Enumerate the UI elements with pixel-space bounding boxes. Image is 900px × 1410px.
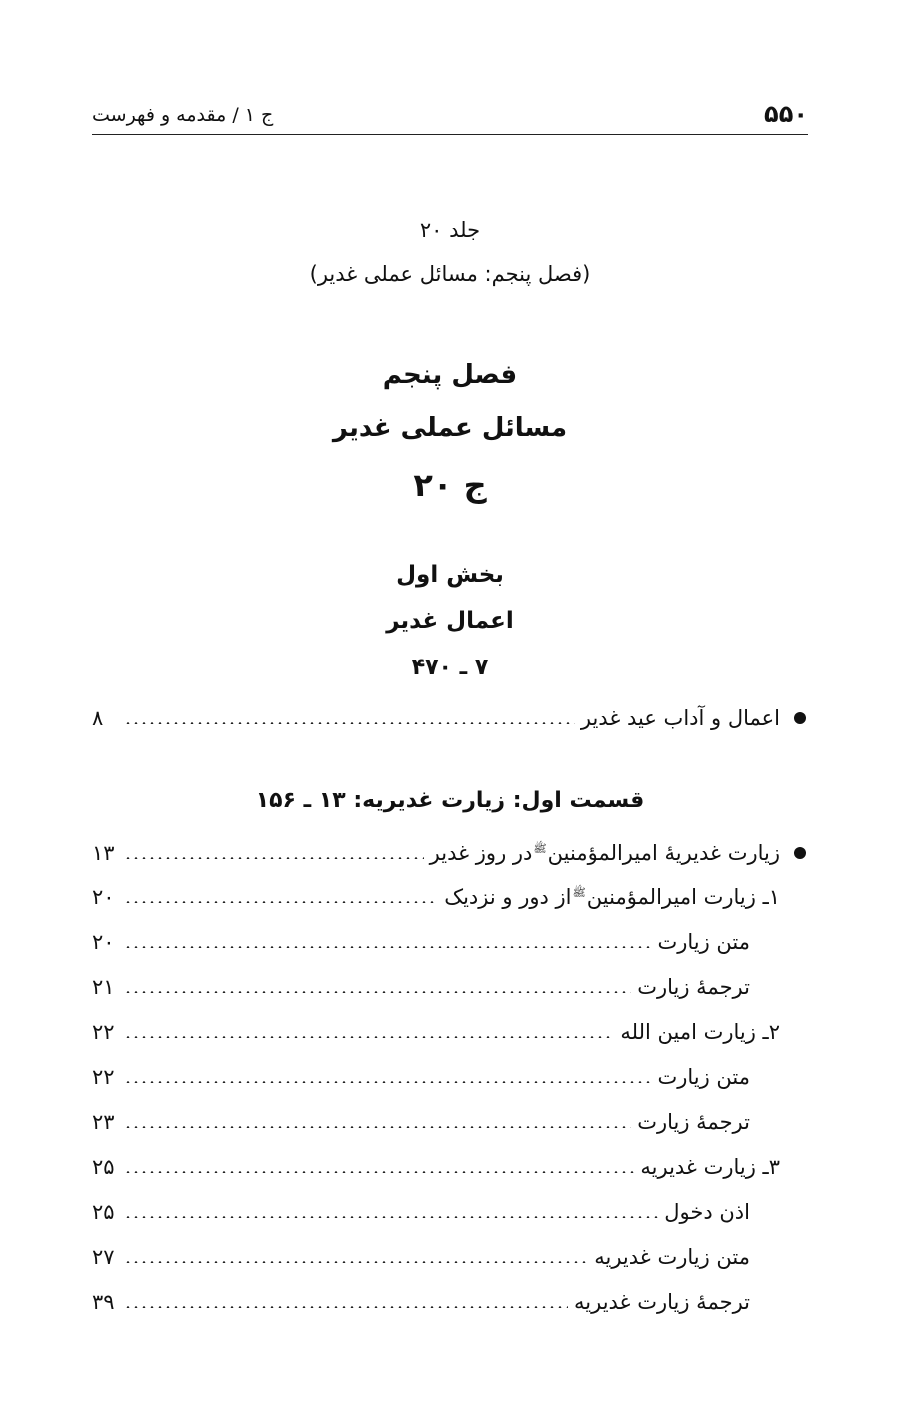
toc-entry-page: ۲۰ <box>92 930 115 954</box>
honorific-glyph: ﷺ <box>533 842 547 855</box>
toc-entry-page: ۲۲ <box>92 1020 115 1044</box>
toc-entry[interactable] <box>92 1060 750 1094</box>
toc-entry-page: ۲۵ <box>92 1200 115 1224</box>
toc-entry[interactable] <box>92 970 750 1004</box>
toc-entry-title-part: در روز غدیر <box>429 841 533 865</box>
toc-entry-title: اذن دخول <box>664 1200 750 1224</box>
toc-entry[interactable] <box>92 1105 750 1139</box>
toc-entry-page: ۲۰ <box>92 885 115 909</box>
section-subtitle: اعمال غدیر <box>386 608 514 634</box>
leader-dots <box>124 1306 568 1308</box>
toc-entry-title <box>430 841 780 865</box>
toc-entry-page: ۲۵ <box>92 1155 115 1179</box>
running-title: ج ۱ / مقدمه و فهرست <box>92 104 274 126</box>
toc-entry-title: متن زیارت <box>657 1065 750 1089</box>
toc-entry[interactable] <box>92 880 780 914</box>
leader-dots <box>124 1126 631 1128</box>
volume-label: جلد ۲۰ <box>419 218 481 242</box>
toc-entry-title: متن زیارت <box>657 930 750 954</box>
leader-dots <box>124 901 438 903</box>
toc-entry-title: ترجمهٔ زیارت <box>637 975 750 999</box>
leader-dots <box>124 1216 658 1218</box>
toc-entry-title: ۲ـ زیارت امین الله <box>620 1020 780 1044</box>
bullet-icon <box>792 845 808 861</box>
toc-entry-page: ۳۹ <box>92 1290 115 1314</box>
page-number: ۵۵۰ <box>764 100 808 128</box>
toc-entry[interactable] <box>92 1285 750 1319</box>
toc-entry-title-part: زیارت غدیریهٔ امیرالمؤمنین <box>547 841 780 865</box>
toc-entry[interactable] <box>92 1195 750 1229</box>
toc-entry-page: ۸ <box>92 706 104 730</box>
toc-entry-title: متن زیارت غدیریه <box>594 1245 750 1269</box>
toc-entry-page: ۲۲ <box>92 1065 115 1089</box>
toc-entry-page: ۲۳ <box>92 1110 115 1134</box>
leader-dots <box>124 1261 588 1263</box>
toc-entry-title <box>444 885 780 909</box>
section-page-range: ۷ ـ ۴۷۰ <box>411 655 489 680</box>
toc-entry-page: ۲۱ <box>92 975 115 999</box>
toc-entry[interactable] <box>92 925 750 959</box>
toc-entry[interactable] <box>92 701 808 735</box>
toc-entry[interactable] <box>92 1240 750 1274</box>
bullet-icon <box>792 710 808 726</box>
leader-dots <box>124 1171 634 1173</box>
toc-entry-title: ترجمهٔ زیارت <box>637 1110 750 1134</box>
leader-dots <box>124 1081 651 1083</box>
section-title: بخش اول <box>396 562 504 588</box>
toc-entry[interactable] <box>92 1150 780 1184</box>
chapter-title: فصل پنجم <box>382 360 518 390</box>
leader-dots <box>124 991 631 993</box>
toc-entry[interactable] <box>92 1015 780 1049</box>
leader-dots <box>124 1036 614 1038</box>
toc-entry[interactable] <box>92 836 808 870</box>
leader-dots <box>124 722 575 724</box>
toc-entry-page: ۱۳ <box>92 841 115 865</box>
leader-dots <box>124 946 651 948</box>
chapter-subtitle: مسائل عملی غدیر <box>332 413 568 443</box>
toc-entry-title-part: از دور و نزدیک <box>444 885 572 909</box>
toc-entry-page: ۲۷ <box>92 1245 115 1269</box>
honorific-glyph: ﷺ <box>572 886 586 899</box>
page-header <box>92 100 808 135</box>
chapter-volume: ج ۲۰ <box>413 466 487 504</box>
leader-dots <box>124 857 424 859</box>
toc-entry-title-part: ۱ـ زیارت امیرالمؤمنین <box>586 885 780 909</box>
toc-entry-title: اعمال و آداب عید غدیر <box>580 706 780 730</box>
toc-entry-title: ترجمهٔ زیارت غدیریه <box>574 1290 750 1314</box>
toc-entry-title: ۳ـ زیارت غدیریه <box>640 1155 780 1179</box>
volume-subtitle: (فصل پنجم: مسائل عملی غدیر) <box>309 262 591 286</box>
part-heading: قسمت اول: زیارت غدیریه: ۱۳ ـ ۱۵۶ <box>255 788 645 813</box>
